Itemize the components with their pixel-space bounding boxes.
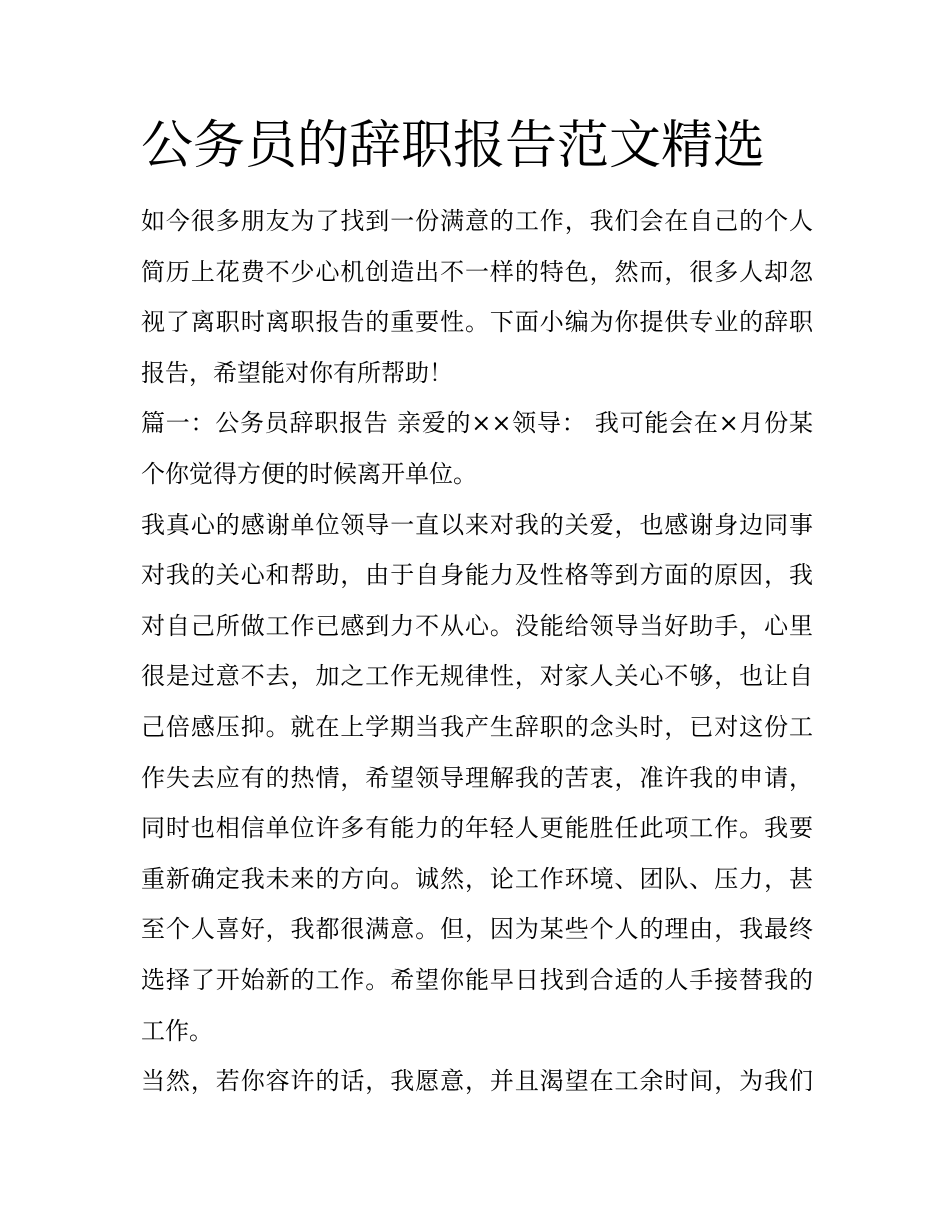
- body-line: 对自己所做工作已感到力不从心。没能给领导当好助手，心里: [141, 611, 813, 640]
- body-line: 对我的关心和帮助，由于自身能力及性格等到方面的原因，我: [141, 561, 813, 590]
- body-line: 作失去应有的热情，希望领导理解我的苦衷，准许我的申请，: [141, 763, 813, 792]
- body-line: 至个人喜好，我都很满意。但，因为某些个人的理由，我最终: [141, 915, 813, 944]
- body-line: 个你觉得方便的时候离开单位。: [141, 459, 477, 488]
- body-line: 选择了开始新的工作。希望你能早日找到合适的人手接替我的: [141, 965, 813, 994]
- body-line: 我真心的感谢单位领导一直以来对我的关爱，也感谢身边同事: [141, 510, 813, 539]
- body-line: 视了离职时离职报告的重要性。下面小编为你提供专业的辞职: [141, 308, 813, 337]
- body-line: 很是过意不去，加之工作无规律性，对家人关心不够，也让自: [141, 662, 813, 691]
- body-line: 工作。: [141, 1016, 213, 1045]
- body-line: 重新确定我未来的方向。诚然，论工作环境、团队、压力，甚: [141, 864, 813, 893]
- body-line: 篇一：公务员辞职报告 亲爱的××领导： 我可能会在×月份某: [141, 409, 813, 438]
- document-title: 公务员的辞职报告范文精选: [141, 116, 766, 176]
- body-line: 同时也相信单位许多有能力的年轻人更能胜任此项工作。我要: [141, 814, 813, 843]
- body-line: 报告，希望能对你有所帮助！: [141, 358, 453, 387]
- body-line: 如今很多朋友为了找到一份满意的工作，我们会在自己的个人: [141, 207, 813, 235]
- body-line: 简历上花费不少心机创造出不一样的特色，然而，很多人却忽: [141, 257, 813, 286]
- document-body: [141, 203, 813, 1114]
- body-line: 己倍感压抑。就在上学期当我产生辞职的念头时，已对这份工: [141, 712, 813, 741]
- body-line: 当然，若你容许的话，我愿意，并且渴望在工余时间，为我们: [141, 1067, 813, 1096]
